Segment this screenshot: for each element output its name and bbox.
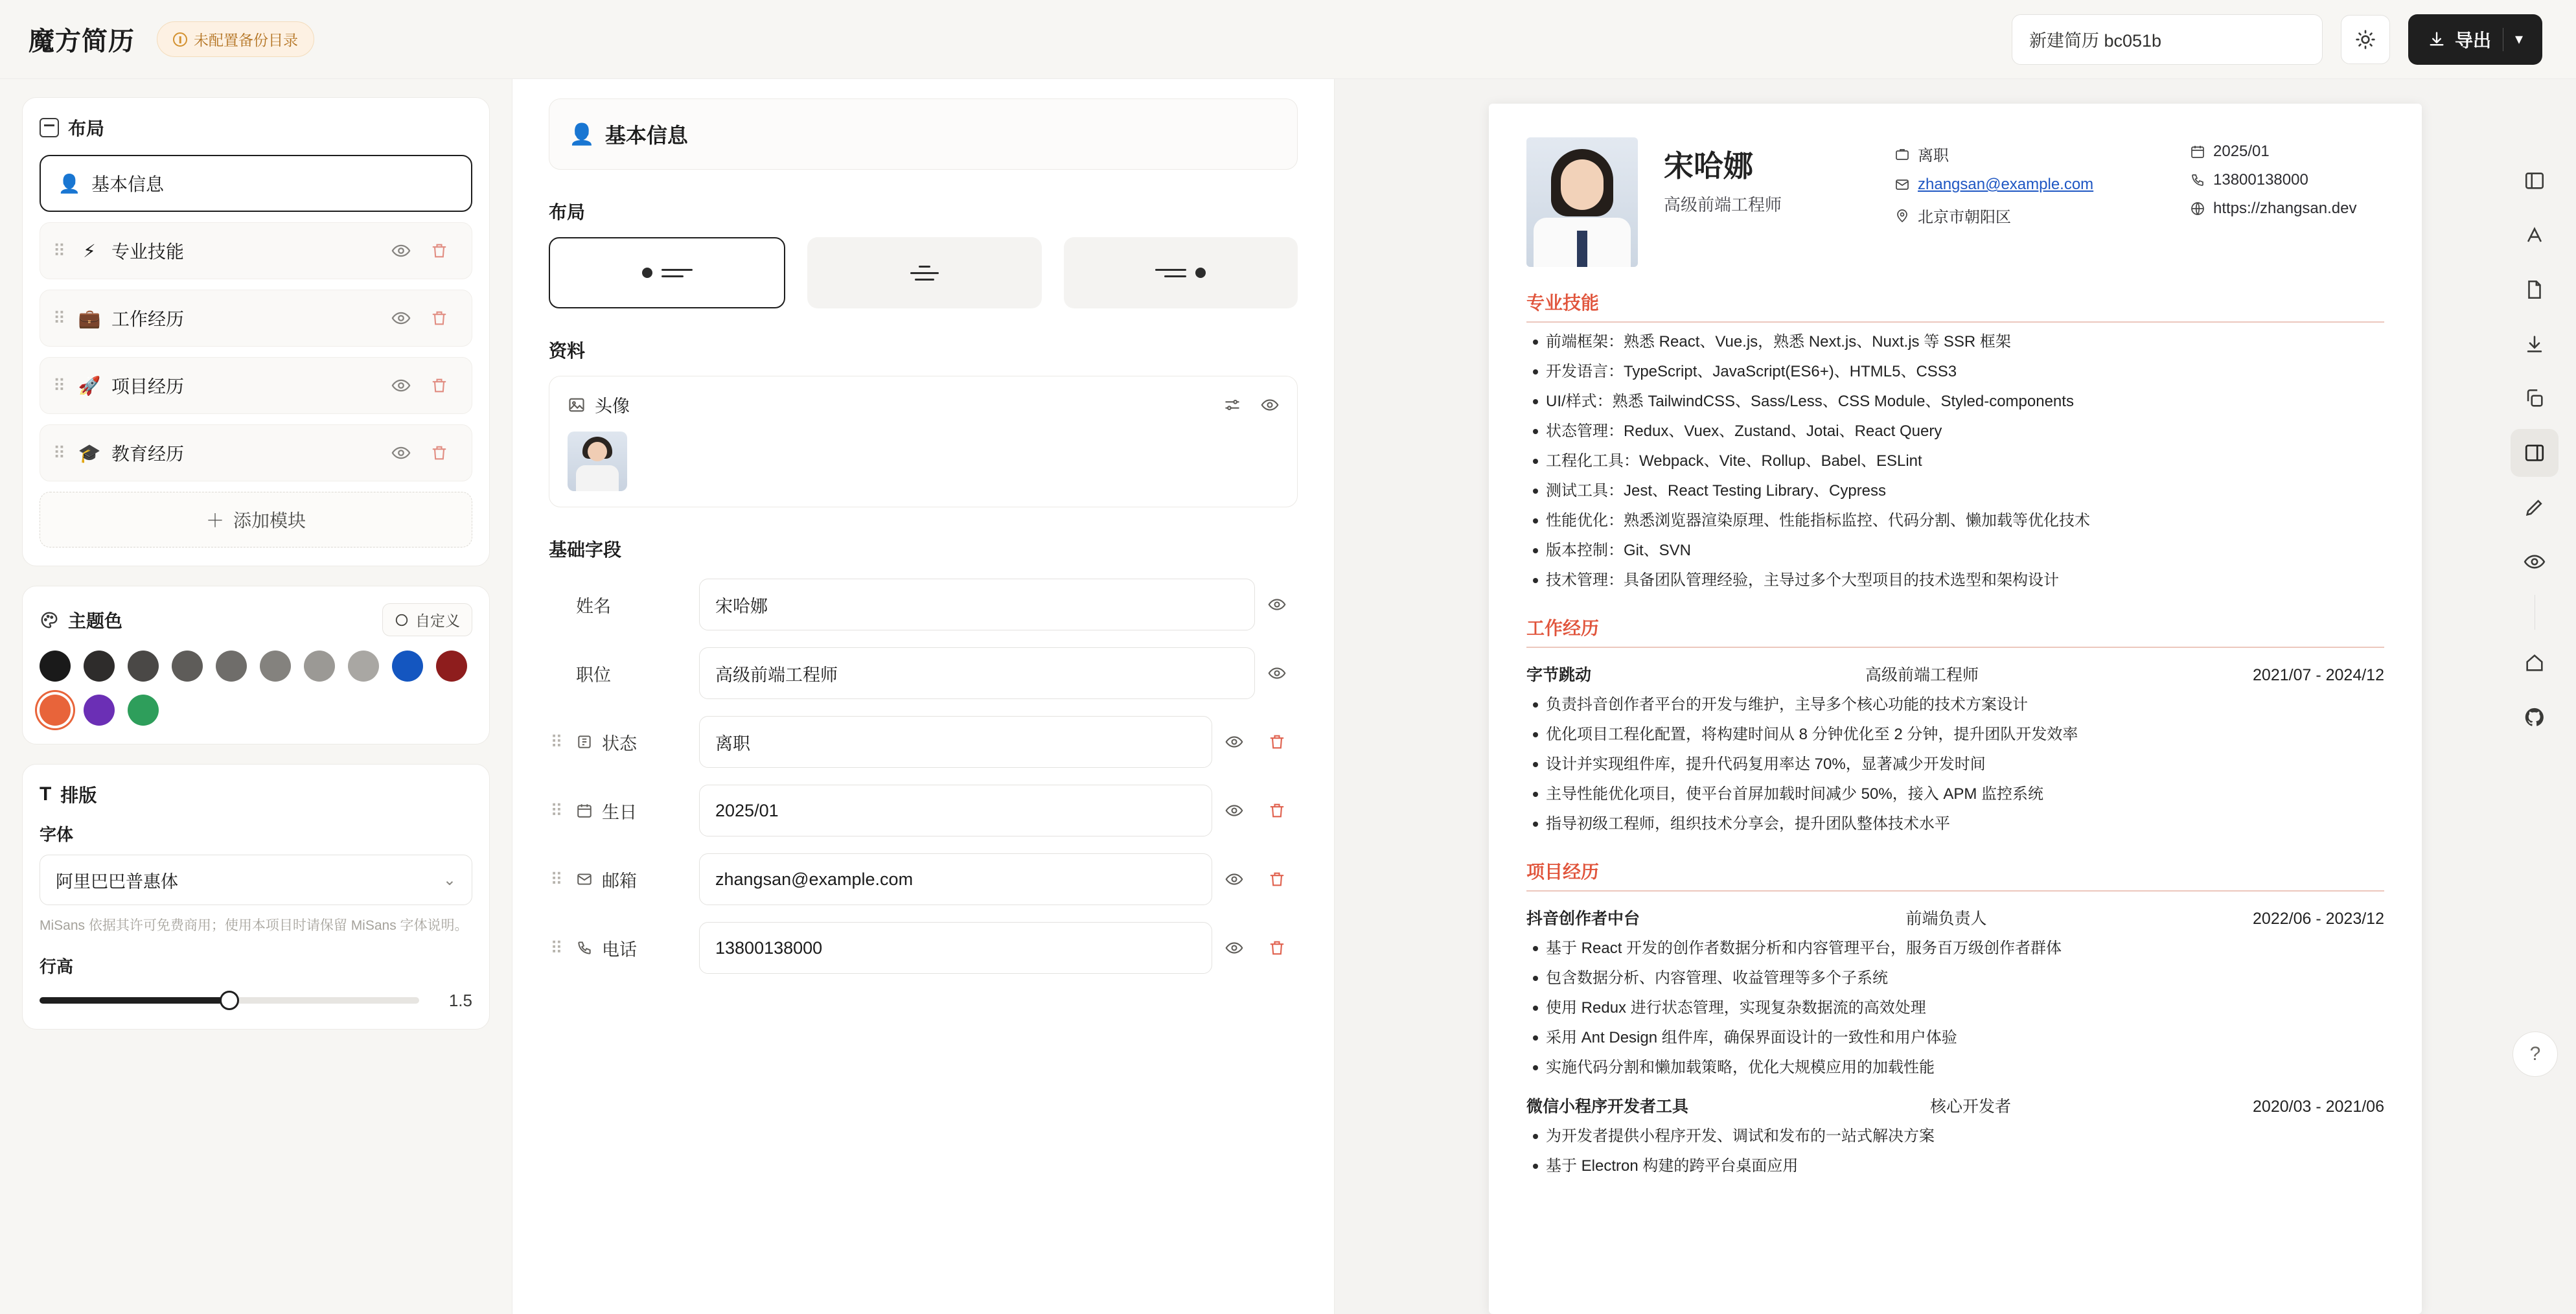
drag-handle-icon[interactable]: ⠿ <box>53 308 65 328</box>
home-button[interactable] <box>2511 639 2559 687</box>
module-emoji: 🚀 <box>78 375 101 396</box>
mail-icon <box>576 871 593 888</box>
avatar-card-actions <box>1223 396 1279 414</box>
eye-icon[interactable] <box>391 443 420 463</box>
module-label: 专业技能 <box>111 242 185 262</box>
color-swatch[interactable] <box>304 651 335 682</box>
github-button[interactable] <box>2511 693 2559 741</box>
copy-icon <box>2524 387 2546 409</box>
preview-section-title-skills: 专业技能 <box>1526 289 2384 323</box>
add-module-button[interactable] <box>40 492 472 548</box>
trash-icon[interactable] <box>1268 870 1298 888</box>
preview-skills-list <box>1526 330 2384 592</box>
eye-icon[interactable] <box>1225 870 1255 888</box>
resume-title-input[interactable]: 新建简历 bc051b <box>2012 14 2323 65</box>
profile-sub-label: 资料 <box>549 341 586 361</box>
photo-face <box>1561 159 1604 210</box>
meta-date <box>2190 143 2356 161</box>
list-item: UI/样式：熟悉 TailwindCSS、Sass/Less、CSS Module、Styled-components <box>1526 390 2384 413</box>
theme-card-header <box>40 603 472 636</box>
panel-toggle-icon <box>2524 170 2546 192</box>
color-swatch[interactable] <box>436 651 467 682</box>
sidebar-module-projects[interactable] <box>40 357 472 414</box>
theme-card-title: 主题色 <box>68 610 123 631</box>
layout-sub-label: 布局 <box>549 202 586 222</box>
module-label: 项目经历 <box>111 376 185 397</box>
eye-icon[interactable] <box>391 241 420 260</box>
add-module-label: 添加模块 <box>233 511 306 531</box>
pin-icon <box>1894 208 1910 224</box>
list-item: 工程化工具：Webpack、Vite、Rollup、Babel、ESLint <box>1526 450 2384 473</box>
copy-button[interactable] <box>2511 375 2559 422</box>
split-panel-icon <box>2524 442 2546 464</box>
preview-section-title-projects: 项目经历 <box>1526 858 2384 892</box>
project-header <box>1526 1094 2384 1117</box>
module-emoji: 💼 <box>78 308 101 328</box>
chevron-down-icon: ⌄ <box>443 871 456 889</box>
list-item: 基于 Electron 构建的跨平台桌面应用 <box>1526 1155 2384 1178</box>
eye-icon[interactable] <box>391 308 420 328</box>
meta-email <box>1894 176 2154 194</box>
line-height-value: 1.5 <box>448 990 472 1010</box>
list-item: 技术管理：具备团队管理经验，主导过多个大型项目的技术选型和架构设计 <box>1526 569 2384 592</box>
help-button[interactable] <box>2513 1032 2558 1077</box>
layout-card-header <box>40 115 472 141</box>
birthday-input[interactable]: 2025/01 <box>699 785 1212 836</box>
photo-tie <box>1577 231 1587 267</box>
slider-knob[interactable] <box>220 991 239 1010</box>
list-item: 主导性能优化项目，使平台首屏加载时间减少 50%，接入 APM 监控系统 <box>1526 783 2384 806</box>
sidebar-module-work[interactable] <box>40 290 472 347</box>
line-height-slider[interactable] <box>40 997 419 1004</box>
avatar-card <box>549 376 1298 507</box>
warning-icon <box>173 32 187 47</box>
project-position: 前端负责人 <box>1905 910 1987 928</box>
field-label-text: 电话 <box>602 939 637 960</box>
main-body <box>0 79 2576 1314</box>
meta-status-text: 离职 <box>1918 147 1949 165</box>
list-item: 开发语言：TypeScript、JavaScript(ES6+)、HTML5、CSS3 <box>1526 360 2384 384</box>
eye-icon[interactable] <box>1225 733 1255 751</box>
experience-header <box>1526 662 2384 686</box>
trash-icon[interactable] <box>1268 801 1298 820</box>
editor-section-title: 基本信息 <box>604 124 688 147</box>
editor-section-header <box>549 98 1298 170</box>
help-label: ? <box>2529 1043 2541 1065</box>
list-item: 优化项目工程化配置，将构建时间从 8 分钟优化至 2 分钟，提升团队开发效率 <box>1526 723 2384 746</box>
list-item: 设计并实现组件库，提升代码复用率达 70%，显著减少开发时间 <box>1526 753 2384 776</box>
field-row-name <box>549 579 1298 630</box>
module-emoji: 👤 <box>58 173 81 194</box>
experience-org: 字节跳动 <box>1526 666 1592 684</box>
layout-options <box>549 237 1298 308</box>
resume-preview <box>1489 104 2422 1314</box>
meta-location <box>1894 204 2154 227</box>
experience-duration: 2021/07 - 2024/12 <box>2253 666 2384 684</box>
project-duration: 2020/03 - 2021/06 <box>2253 1098 2384 1116</box>
sidebar-module-education[interactable] <box>40 424 472 481</box>
preview-panel <box>1335 79 2576 1314</box>
palette-icon <box>40 610 59 630</box>
layout-option-center[interactable] <box>807 237 1041 308</box>
app-brand: 魔方简历 <box>29 27 135 56</box>
layout-icon <box>40 118 59 137</box>
page-icon <box>2524 279 2546 301</box>
image-icon <box>568 396 586 414</box>
position-input[interactable]: 高级前端工程师 <box>699 647 1255 699</box>
drag-handle-icon[interactable]: ⠿ <box>550 732 562 752</box>
preview-name: 宋哈娜 <box>1664 149 1753 183</box>
eye-icon <box>2524 551 2546 573</box>
avatar-card-header <box>568 392 1279 417</box>
slider-fill <box>40 997 229 1004</box>
list-item: 前端框架：熟悉 React、Vue.js，熟悉 Next.js、Nuxt.js 等 SSR 框架 <box>1526 330 2384 354</box>
avatar-body <box>576 465 619 491</box>
email-input[interactable]: zhangsan@example.com <box>699 853 1212 905</box>
list-item: 包含数据分析、内容管理、收益管理等多个子系统 <box>1526 967 2384 990</box>
text-format-icon <box>2524 224 2546 246</box>
lines-icon <box>1155 269 1186 277</box>
preview-header <box>1526 137 2384 267</box>
field-label-name: 姓名 <box>576 596 611 616</box>
calendar-icon <box>576 802 593 819</box>
export-label: 导出 <box>2454 30 2491 51</box>
drag-handle-icon[interactable]: ⠿ <box>53 443 65 463</box>
list-item: 指导初级工程师，组织技术分享会，提升团队整体技术水平 <box>1526 813 2384 836</box>
top-bar-actions <box>2012 14 2542 65</box>
field-row-email <box>549 853 1298 905</box>
color-swatch[interactable] <box>84 695 115 726</box>
palette-small-icon <box>395 613 409 627</box>
experience-position: 高级前端工程师 <box>1865 666 1979 684</box>
eye-icon[interactable] <box>1268 595 1298 614</box>
project-header <box>1526 906 2384 929</box>
font-license-hint: MiSans 依据其许可免费商用；使用本项目时请保留 MiSans 字体说明。 <box>40 918 468 933</box>
lines-icon <box>661 269 693 277</box>
list-item: 性能优化：熟悉浏览器渲染原理、性能指标监控、代码分割、懒加载等优化技术 <box>1526 509 2384 533</box>
status-input[interactable]: 离职 <box>699 716 1212 768</box>
drag-handle-icon[interactable]: ⠿ <box>550 938 562 958</box>
download-button[interactable] <box>2511 320 2559 368</box>
field-row-birthday <box>549 785 1298 836</box>
module-emoji: ⚡ <box>83 240 96 261</box>
custom-color-label: 自定义 <box>415 612 460 629</box>
mail-icon <box>1894 177 1910 192</box>
field-label-phone <box>576 936 686 961</box>
trash-icon[interactable] <box>430 444 459 462</box>
field-row-status <box>549 716 1298 768</box>
split-panel-button[interactable] <box>2511 429 2559 477</box>
theme-toggle-button[interactable] <box>2341 15 2390 64</box>
sun-icon <box>2355 29 2376 50</box>
eye-icon[interactable] <box>1268 664 1298 682</box>
trash-icon[interactable] <box>430 309 459 327</box>
layout-card-title: 布局 <box>68 119 105 139</box>
field-label-birthday <box>576 798 686 824</box>
preview-meta-right <box>2190 143 2356 218</box>
trash-icon[interactable] <box>430 376 459 395</box>
field-label-status <box>576 730 686 755</box>
project-org: 微信小程序开发者工具 <box>1526 1098 1689 1116</box>
color-swatch[interactable] <box>392 651 423 682</box>
page-button[interactable] <box>2511 266 2559 314</box>
preview-eye-button[interactable] <box>2511 538 2559 586</box>
left-sidebar <box>0 79 512 1314</box>
meta-website <box>2190 200 2356 218</box>
field-row-phone <box>549 922 1298 974</box>
dot-icon <box>1195 268 1206 278</box>
avatar-label: 头像 <box>595 397 630 416</box>
field-label-text: 状态 <box>602 733 637 754</box>
color-swatch[interactable] <box>216 651 247 682</box>
preview-photo <box>1526 137 1638 267</box>
drag-handle-icon[interactable]: ⠿ <box>53 375 65 395</box>
line-height-slider-row <box>40 991 472 1011</box>
home-icon <box>2524 652 2546 674</box>
top-bar <box>0 0 2576 79</box>
base-fields-label: 基础字段 <box>549 540 622 560</box>
line-height-label: 行高 <box>40 956 74 976</box>
text-format-button[interactable] <box>2511 211 2559 259</box>
preview-section-title-work: 工作经历 <box>1526 614 2384 648</box>
project-org: 抖音创作者中台 <box>1526 910 1640 928</box>
module-label: 工作经历 <box>111 309 185 329</box>
list-item: 采用 Ant Design 组件库，确保界面设计的一致性和用户体验 <box>1526 1026 2384 1050</box>
preview-identity <box>1664 143 1858 216</box>
preview-work-bullets <box>1526 693 2384 836</box>
eye-icon[interactable] <box>1261 396 1279 414</box>
person-icon: 👤 <box>569 122 595 146</box>
lines-icon <box>910 266 939 281</box>
meta-date-text: 2025/01 <box>2213 143 2270 160</box>
phone-icon <box>2190 172 2205 188</box>
color-swatch[interactable] <box>128 651 159 682</box>
phone-input[interactable]: 13800138000 <box>699 922 1212 974</box>
color-swatch[interactable] <box>348 651 379 682</box>
eye-icon[interactable] <box>1225 801 1255 820</box>
avatar-thumbnail[interactable] <box>568 432 627 491</box>
theme-swatches <box>40 651 472 726</box>
font-select-value: 阿里巴巴普惠体 <box>56 871 178 892</box>
dot-icon <box>642 268 652 278</box>
meta-location-text: 北京市朝阳区 <box>1918 209 2011 226</box>
eye-icon[interactable] <box>391 376 420 395</box>
meta-phone <box>2190 171 2356 189</box>
field-label-text: 生日 <box>602 802 637 822</box>
trash-icon[interactable] <box>1268 733 1298 751</box>
calendar-icon <box>2190 144 2205 159</box>
layout-option-dot-right[interactable] <box>1064 237 1298 308</box>
module-label: 基本信息 <box>91 174 165 194</box>
typography-card-title: 排版 <box>60 785 97 805</box>
export-button[interactable] <box>2408 14 2542 65</box>
project-duration: 2022/06 - 2023/12 <box>2253 910 2384 928</box>
trash-icon[interactable] <box>1268 939 1298 957</box>
list-item: 为开发者提供小程序开发、调试和发布的一站式解决方案 <box>1526 1125 2384 1148</box>
backup-warning-label: 未配置备份目录 <box>194 32 298 49</box>
project-position: 核心开发者 <box>1930 1098 2012 1116</box>
settings-sliders-icon[interactable] <box>1223 396 1241 414</box>
list-item: 使用 Redux 进行状态管理，实现复杂数据流的高效处理 <box>1526 997 2384 1020</box>
panel-toggle-button[interactable] <box>2511 157 2559 205</box>
meta-phone-text: 13800138000 <box>2213 171 2308 189</box>
phone-icon <box>576 939 593 956</box>
color-swatch[interactable] <box>260 651 291 682</box>
field-label-position: 职位 <box>576 665 611 685</box>
font-select[interactable] <box>40 855 472 905</box>
editor-panel <box>512 79 1335 1314</box>
sidebar-module-basic-info[interactable] <box>40 155 472 212</box>
sidebar-module-skills[interactable] <box>40 222 472 279</box>
color-swatch[interactable] <box>84 651 115 682</box>
globe-icon <box>2190 201 2205 216</box>
trash-icon[interactable] <box>430 242 459 260</box>
typography-card <box>22 764 490 1030</box>
module-emoji: 🎓 <box>78 443 101 463</box>
preview-header-cols <box>1664 137 2384 267</box>
field-label-email <box>576 867 686 892</box>
theme-color-card <box>22 586 490 744</box>
font-field-label: 字体 <box>40 825 74 844</box>
github-icon <box>2524 706 2546 728</box>
preview-meta-left <box>1894 143 2154 227</box>
typography-card-header <box>40 781 472 807</box>
layout-option-dot-left[interactable] <box>549 237 785 308</box>
preview-role: 高级前端工程师 <box>1664 195 1782 214</box>
backup-warning-badge[interactable] <box>157 21 314 57</box>
drag-handle-icon[interactable]: ⠿ <box>550 869 562 889</box>
layout-card <box>22 97 490 566</box>
list-item: 实施代码分割和懒加载策略，优化大规模应用的加载性能 <box>1526 1056 2384 1079</box>
list-item: 状态管理：Redux、Vuex、Zustand、Jotai、React Query <box>1526 420 2384 443</box>
module-label: 教育经历 <box>111 444 185 464</box>
building-icon <box>576 733 593 750</box>
color-swatch[interactable] <box>172 651 203 682</box>
name-input[interactable]: 宋哈娜 <box>699 579 1255 630</box>
meta-email-link[interactable]: zhangsan@example.com <box>1918 176 2094 193</box>
preview-toolbar <box>2506 157 2563 741</box>
field-row-position <box>549 647 1298 699</box>
custom-color-button[interactable] <box>382 603 472 636</box>
edit-button[interactable] <box>2511 483 2559 531</box>
edit-pen-icon <box>2524 496 2546 518</box>
export-caret[interactable]: ▾ <box>2514 30 2523 48</box>
list-item: 负责抖音创作者平台的开发与维护，主导多个核心功能的技术方案设计 <box>1526 693 2384 717</box>
list-item: 版本控制：Git、SVN <box>1526 539 2384 562</box>
download-icon <box>2428 30 2446 49</box>
color-swatch[interactable] <box>128 695 159 726</box>
list-item: 基于 React 开发的创作者数据分析和内容管理平台，服务百万级创作者群体 <box>1526 937 2384 960</box>
text-format-icon: T <box>40 783 52 805</box>
preview-project-bullets <box>1526 1125 2384 1178</box>
list-item: 测试工具：Jest、React Testing Library、Cypress <box>1526 479 2384 503</box>
drag-handle-icon[interactable]: ⠿ <box>550 800 562 820</box>
field-label-text: 邮箱 <box>602 871 637 891</box>
eye-icon[interactable] <box>1225 939 1255 957</box>
avatar-face <box>588 442 607 461</box>
color-swatch[interactable] <box>40 651 71 682</box>
preview-project-bullets <box>1526 937 2384 1079</box>
drag-handle-icon[interactable]: ⠿ <box>53 240 65 260</box>
color-swatch-selected[interactable] <box>40 695 71 726</box>
briefcase-icon <box>1894 146 1910 162</box>
meta-status <box>1894 143 2154 165</box>
plus-icon: ＋ <box>205 511 224 531</box>
meta-website-text: https://zhangsan.dev <box>2213 200 2357 217</box>
download-icon <box>2524 333 2546 355</box>
